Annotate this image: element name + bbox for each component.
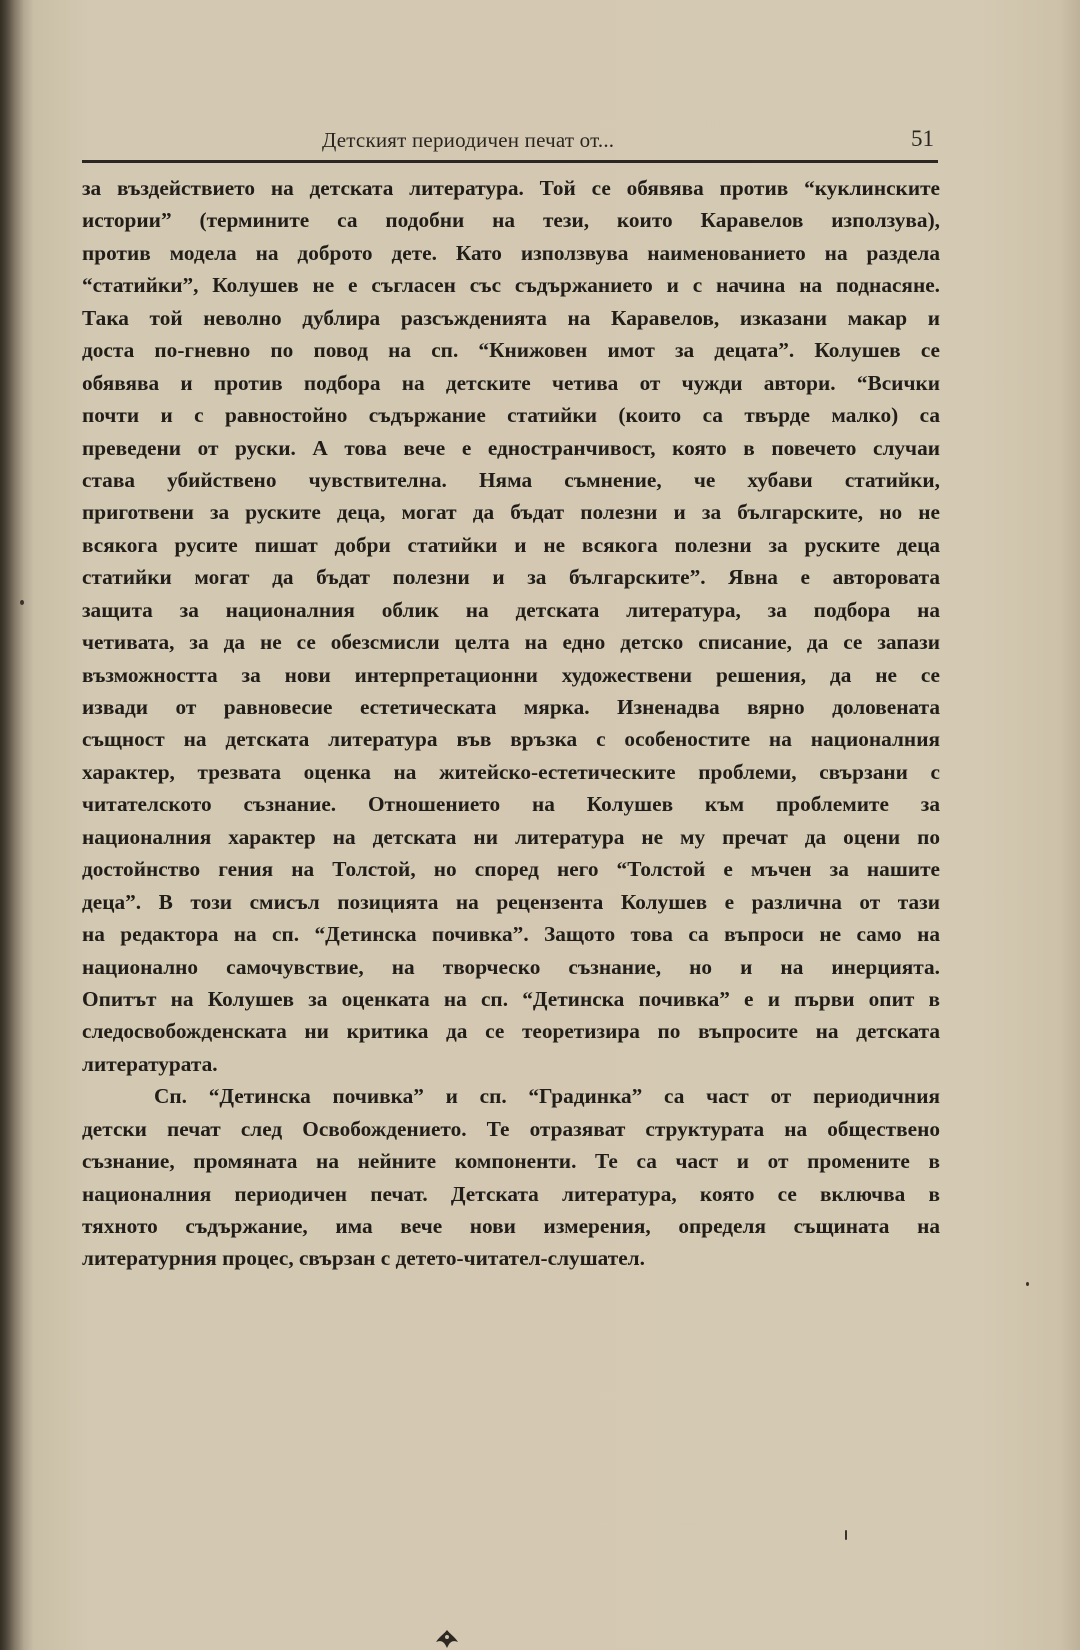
print-speck <box>845 1530 847 1540</box>
text-line: националния характер на детската ни литература не му пречат да оцени по <box>82 824 940 849</box>
text-line: същност на детската литература във връзка с особеностите на националния <box>82 727 940 752</box>
page-number: 51 <box>911 126 934 151</box>
running-head: Детският периодичен печат от... <box>322 128 615 152</box>
page-header <box>82 124 938 160</box>
text-line: четивата, за да не се обезсмисли целта на едно детско списание, да се запази <box>82 630 940 655</box>
text-line: следосвобожденската ни критика да се теоретизира по въпросите на детската <box>82 1019 940 1044</box>
text-line: националния периодичен печат. Детската литература, която се включва в <box>82 1181 940 1206</box>
text-line: истории” (термините са подобни на тези, които Каравелов използува), <box>82 208 940 233</box>
text-line: тяхното съдържание, има вече нови измерения, определя същината на <box>82 1214 940 1238</box>
paragraph-2 <box>82 1080 940 1275</box>
text-line: характер, трезвата оценка на житейско-естетическите проблеми, свързани с <box>82 759 940 784</box>
text-line: става убийствено чувствителна. Няма съмнение, че хубави статийки, <box>82 467 940 492</box>
text-line: за въздействието на детската литература. Той се обявява против “куклинските <box>82 176 940 200</box>
print-speck <box>20 600 24 605</box>
text-line: съзнание, промяната на нейните компоненти. Те са част и от промените в <box>82 1149 940 1174</box>
text-line: детски печат след Освобождението. Те отразяват структурата на обществено <box>82 1116 940 1141</box>
text-line: “статийки”, Колушев не е съгласен със съдържанието и с начина на поднасяне. <box>82 273 940 298</box>
text-line: Сп. “Детинска почивка” и сп. “Градинка” са част от периодичния <box>154 1084 940 1109</box>
text-line: против модела на доброто дете. Като използвува наименованието на раздела <box>82 240 940 265</box>
text-line: читателското съзнание. Отношението на Колушев към проблемите за <box>82 792 940 817</box>
text-line: приготвени за руските деца, могат да бъдат полезни и за българските, но не <box>82 500 940 525</box>
text-line: достойнство гения на Толстой, но според него “Толстой е мъчен за нашите <box>82 857 940 882</box>
text-line: защита за националния облик на детската литература, за подбора на <box>82 597 940 622</box>
text-line: литературата. <box>82 1051 218 1076</box>
ornament-icon <box>432 1628 462 1650</box>
spine-shadow <box>0 0 24 1650</box>
header-rule <box>82 160 938 163</box>
text-line: доста по-гневно по повод на сп. “Книжовен имот за децата”. Колушев се <box>82 338 940 363</box>
text-line: възможността за нови интерпретационни художествени решения, да не се <box>82 662 940 687</box>
text-line: извади от равновесие естетическата мярка. Изненадва вярно доловената <box>82 695 940 719</box>
text-line: Така той неволно дублира разсъжденията на Каравелов, изказани макар и <box>82 305 940 330</box>
text-line: литературния процес, свързан с детето-читател-слушател. <box>82 1246 645 1271</box>
text-line: преведени от руски. А това вече е едностранчивост, която в повечето случаи <box>82 435 940 460</box>
text-line: почти и с равностойно съдържание статийки (които са твърде малко) са <box>82 403 940 428</box>
body-text <box>82 172 940 1275</box>
text-line: всякога русите пишат добри статийки и не всякога полезни за руските деца <box>82 532 940 557</box>
paragraph-1 <box>82 172 940 1080</box>
text-line: деца”. В този смисъл позицията на рецензента Колушев е различна от тази <box>82 889 940 914</box>
text-line: национално самочувствие, на творческо съзнание, но и на инерцията. <box>82 954 940 979</box>
text-line: на редактора на сп. “Детинска почивка”. Защото това са въпроси не само на <box>82 922 940 947</box>
print-speck <box>1026 1282 1029 1286</box>
text-line: статийки могат да бъдат полезни и за българските”. Явна е авторовата <box>82 565 940 590</box>
text-line: обявява и против подбора на детските четива от чужди автори. “Всички <box>82 370 940 395</box>
text-line: Опитът на Колушев за оценката на сп. “Детинска почивка” е и първи опит в <box>82 986 940 1011</box>
